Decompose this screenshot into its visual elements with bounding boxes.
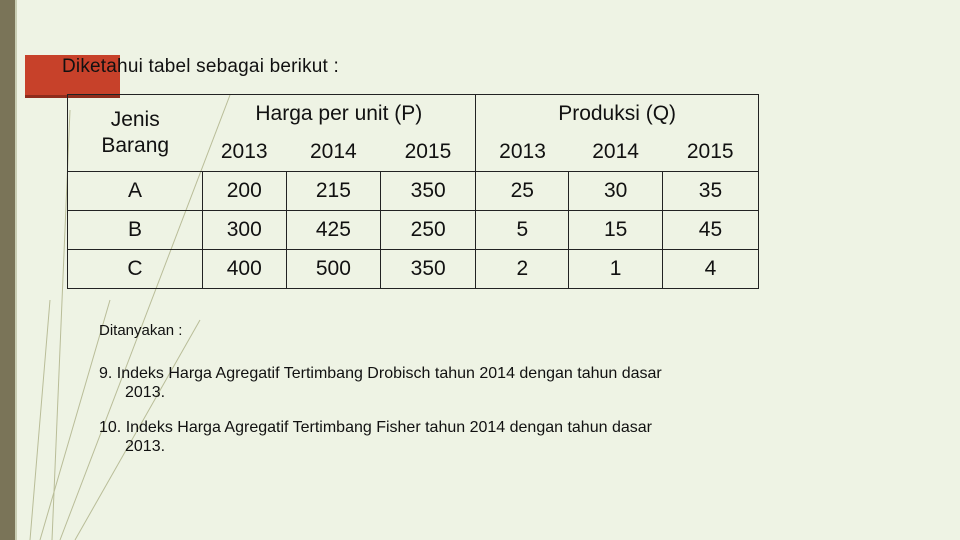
cell-p-2015: 250 [381,211,476,250]
header-q-2013: 2013 [476,133,569,172]
header-p-2014: 2014 [286,133,381,172]
question-10 [99,418,759,456]
cell-p-2013: 300 [202,211,286,250]
cell-q-2013: 25 [476,172,569,211]
question-10-line2: 2013. [125,438,166,455]
header-p-2015: 2015 [381,133,476,172]
cell-q-2014: 30 [569,172,663,211]
table-row [68,211,759,250]
header-q-2015: 2015 [662,133,758,172]
cell-q-2014: 15 [569,211,663,250]
cell-item: C [68,250,203,289]
cell-item: B [68,211,203,250]
cell-p-2013: 400 [202,250,286,289]
cell-p-2014: 215 [286,172,381,211]
question-9-line1: 9. Indeks Harga Agregatif Tertimbang Drobisch tahun 2014 dengan tahun dasar [99,365,662,382]
cell-q-2015: 45 [662,211,758,250]
cell-q-2013: 5 [476,211,569,250]
cell-q-2013: 2 [476,250,569,289]
header-jenis-line1: Jenis [110,108,160,131]
header-jenis-barang [68,95,203,172]
cell-q-2014: 1 [569,250,663,289]
table-row [68,250,759,289]
cell-p-2014: 500 [286,250,381,289]
header-jenis-line2: Barang [101,134,170,157]
cell-q-2015: 35 [662,172,758,211]
cell-item: A [68,172,203,211]
cell-q-2015: 4 [662,250,758,289]
table-row [68,172,759,211]
question-10-line1: 10. Indeks Harga Agregatif Tertimbang Fisher tahun 2014 dengan tahun dasar [99,419,652,436]
data-table [67,94,759,289]
table-header-row-1 [68,95,759,134]
header-p-2013: 2013 [202,133,286,172]
question-label: Ditanyakan : [99,322,183,339]
question-9-line2: 2013. [125,384,166,401]
header-harga-group: Harga per unit (P) [255,102,423,125]
header-q-2014: 2014 [569,133,663,172]
cell-p-2013: 200 [202,172,286,211]
cell-p-2015: 350 [381,172,476,211]
cell-p-2014: 425 [286,211,381,250]
cell-p-2015: 350 [381,250,476,289]
header-produksi-group: Produksi (Q) [476,95,759,134]
intro-text: Diketahui tabel sebagai berikut : [62,56,339,77]
question-9 [99,364,759,402]
